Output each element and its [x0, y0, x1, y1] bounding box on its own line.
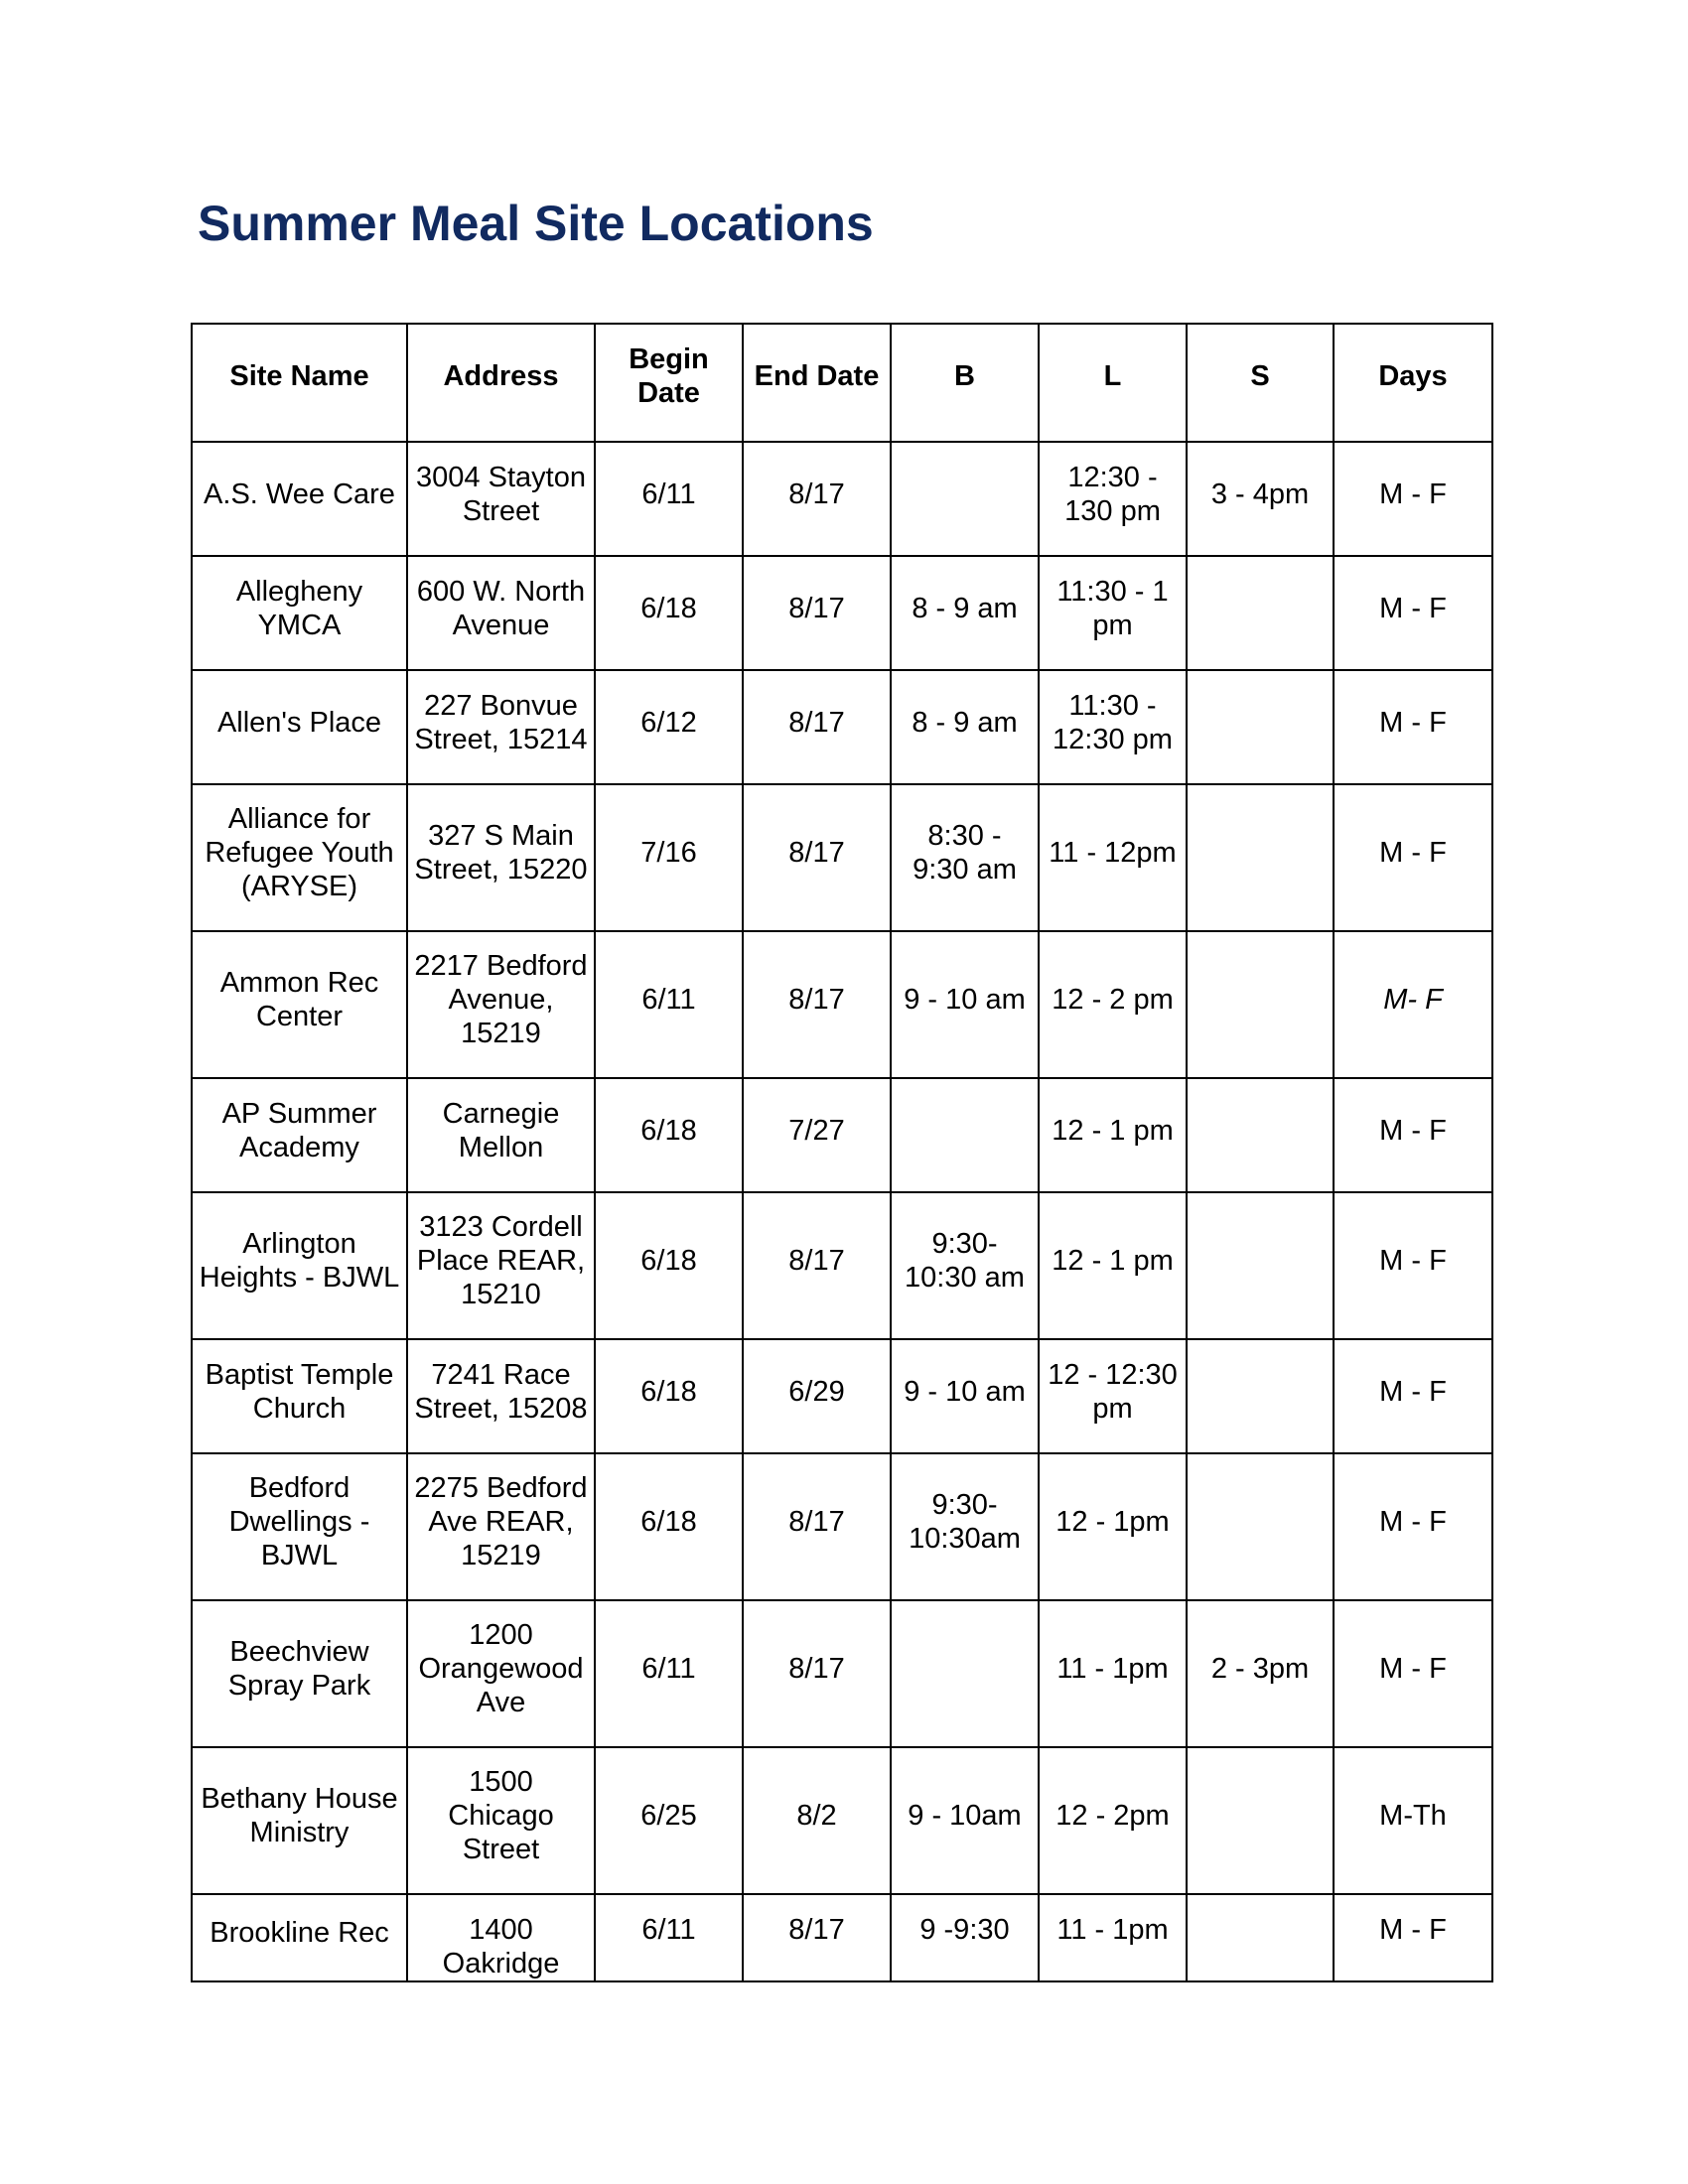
table-row — [192, 1600, 1492, 1747]
site-name-cell: AP Summer Academy — [192, 1078, 407, 1192]
days-cell: M - F — [1334, 1894, 1492, 1981]
site-name-cell: Bedford Dwellings - BJWL — [192, 1453, 407, 1600]
begin-date-cell: 6/18 — [595, 1192, 743, 1339]
begin-date-cell: 6/11 — [595, 931, 743, 1078]
snack-cell — [1187, 1453, 1334, 1600]
snack-cell: 2 - 3pm — [1187, 1600, 1334, 1747]
address-cell: 327 S Main Street, 15220 — [407, 784, 595, 931]
breakfast-cell: 9 -9:30 — [891, 1894, 1039, 1981]
snack-cell — [1187, 1339, 1334, 1453]
address-cell: 2275 Bedford Ave REAR, 15219 — [407, 1453, 595, 1600]
end-date-cell: 8/17 — [743, 1453, 891, 1600]
table-row — [192, 1747, 1492, 1894]
begin-date-cell: 6/18 — [595, 556, 743, 670]
site-name-cell: Allegheny YMCA — [192, 556, 407, 670]
page-title: Summer Meal Site Locations — [198, 196, 874, 251]
days-cell: M-Th — [1334, 1747, 1492, 1894]
address-cell: 1500 Chicago Street — [407, 1747, 595, 1894]
snack-cell — [1187, 784, 1334, 931]
snack-cell — [1187, 1894, 1334, 1981]
snack-cell: 3 - 4pm — [1187, 442, 1334, 556]
address-cell: 3123 Cordell Place REAR, 15210 — [407, 1192, 595, 1339]
breakfast-cell: 9 - 10am — [891, 1747, 1039, 1894]
days-cell: M - F — [1334, 1192, 1492, 1339]
column-header-lunch: L — [1039, 324, 1187, 442]
begin-date-cell: 6/18 — [595, 1339, 743, 1453]
site-name-cell: Allen's Place — [192, 670, 407, 784]
lunch-cell: 11:30 - 1 pm — [1039, 556, 1187, 670]
days-cell: M - F — [1334, 1600, 1492, 1747]
table-row — [192, 1453, 1492, 1600]
breakfast-cell: 8 - 9 am — [891, 556, 1039, 670]
snack-cell — [1187, 670, 1334, 784]
site-name-cell: A.S. Wee Care — [192, 442, 407, 556]
breakfast-cell — [891, 442, 1039, 556]
site-name-cell: Brookline Rec — [192, 1894, 407, 1981]
end-date-cell: 8/17 — [743, 1600, 891, 1747]
breakfast-cell: 9:30- 10:30 am — [891, 1192, 1039, 1339]
begin-date-cell: 6/11 — [595, 1894, 743, 1981]
breakfast-cell — [891, 1600, 1039, 1747]
days-cell: M - F — [1334, 556, 1492, 670]
address-cell: 2217 Bedford Avenue, 15219 — [407, 931, 595, 1078]
column-header-address: Address — [407, 324, 595, 442]
snack-cell — [1187, 931, 1334, 1078]
breakfast-cell: 8 - 9 am — [891, 670, 1039, 784]
lunch-cell: 12 - 2pm — [1039, 1747, 1187, 1894]
site-name-cell: Arlington Heights - BJWL — [192, 1192, 407, 1339]
column-header-breakfast: B — [891, 324, 1039, 442]
end-date-cell: 6/29 — [743, 1339, 891, 1453]
column-header-end-date: End Date — [743, 324, 891, 442]
breakfast-cell: 9 - 10 am — [891, 1339, 1039, 1453]
begin-date-cell: 6/18 — [595, 1078, 743, 1192]
lunch-cell: 11 - 12pm — [1039, 784, 1187, 931]
address-cell: 7241 Race Street, 15208 — [407, 1339, 595, 1453]
breakfast-cell — [891, 1078, 1039, 1192]
lunch-cell: 12 - 1 pm — [1039, 1192, 1187, 1339]
table-row — [192, 784, 1492, 931]
table-header-row — [192, 324, 1492, 442]
site-name-cell: Beechview Spray Park — [192, 1600, 407, 1747]
lunch-cell: 12 - 1 pm — [1039, 1078, 1187, 1192]
lunch-cell: 12:30 - 130 pm — [1039, 442, 1187, 556]
end-date-cell: 8/17 — [743, 556, 891, 670]
address-cell: Carnegie Mellon — [407, 1078, 595, 1192]
end-date-cell: 8/17 — [743, 670, 891, 784]
column-header-site-name: Site Name — [192, 324, 407, 442]
snack-cell — [1187, 1747, 1334, 1894]
site-name-cell: Baptist Temple Church — [192, 1339, 407, 1453]
breakfast-cell: 8:30 - 9:30 am — [891, 784, 1039, 931]
table-row — [192, 1078, 1492, 1192]
table-row — [192, 556, 1492, 670]
lunch-cell: 11 - 1pm — [1039, 1600, 1187, 1747]
begin-date-cell: 6/11 — [595, 1600, 743, 1747]
snack-cell — [1187, 556, 1334, 670]
address-cell: 600 W. North Avenue — [407, 556, 595, 670]
days-cell: M - F — [1334, 1078, 1492, 1192]
breakfast-cell: 9 - 10 am — [891, 931, 1039, 1078]
lunch-cell: 11 - 1pm — [1039, 1894, 1187, 1981]
begin-date-cell: 6/18 — [595, 1453, 743, 1600]
site-name-cell: Ammon Rec Center — [192, 931, 407, 1078]
begin-date-cell: 6/11 — [595, 442, 743, 556]
address-cell: 1200 Orangewood Ave — [407, 1600, 595, 1747]
address-cell: 1400 Oakridge — [407, 1894, 595, 1981]
site-name-cell: Alliance for Refugee Youth (ARYSE) — [192, 784, 407, 931]
days-cell: M - F — [1334, 670, 1492, 784]
lunch-cell: 11:30 - 12:30 pm — [1039, 670, 1187, 784]
days-cell: M - F — [1334, 1339, 1492, 1453]
end-date-cell: 8/17 — [743, 1894, 891, 1981]
begin-date-cell: 6/12 — [595, 670, 743, 784]
address-cell: 227 Bonvue Street, 15214 — [407, 670, 595, 784]
address-cell: 3004 Stayton Street — [407, 442, 595, 556]
table-row — [192, 931, 1492, 1078]
days-cell: M - F — [1334, 784, 1492, 931]
column-header-days: Days — [1334, 324, 1492, 442]
end-date-cell: 8/17 — [743, 1192, 891, 1339]
table-row — [192, 670, 1492, 784]
end-date-cell: 8/17 — [743, 442, 891, 556]
table-row — [192, 442, 1492, 556]
lunch-cell: 12 - 1pm — [1039, 1453, 1187, 1600]
days-cell: M - F — [1334, 442, 1492, 556]
snack-cell — [1187, 1192, 1334, 1339]
days-cell: M- F — [1334, 931, 1492, 1078]
end-date-cell: 8/2 — [743, 1747, 891, 1894]
table-row — [192, 1894, 1492, 1981]
column-header-snack: S — [1187, 324, 1334, 442]
meal-sites-table — [191, 323, 1493, 1982]
begin-date-cell: 7/16 — [595, 784, 743, 931]
breakfast-cell: 9:30- 10:30am — [891, 1453, 1039, 1600]
table-row — [192, 1339, 1492, 1453]
begin-date-cell: 6/25 — [595, 1747, 743, 1894]
end-date-cell: 8/17 — [743, 931, 891, 1078]
end-date-cell: 8/17 — [743, 784, 891, 931]
column-header-begin-date: Begin Date — [595, 324, 743, 442]
lunch-cell: 12 - 12:30 pm — [1039, 1339, 1187, 1453]
site-name-cell: Bethany House Ministry — [192, 1747, 407, 1894]
end-date-cell: 7/27 — [743, 1078, 891, 1192]
table-row — [192, 1192, 1492, 1339]
snack-cell — [1187, 1078, 1334, 1192]
days-cell: M - F — [1334, 1453, 1492, 1600]
lunch-cell: 12 - 2 pm — [1039, 931, 1187, 1078]
